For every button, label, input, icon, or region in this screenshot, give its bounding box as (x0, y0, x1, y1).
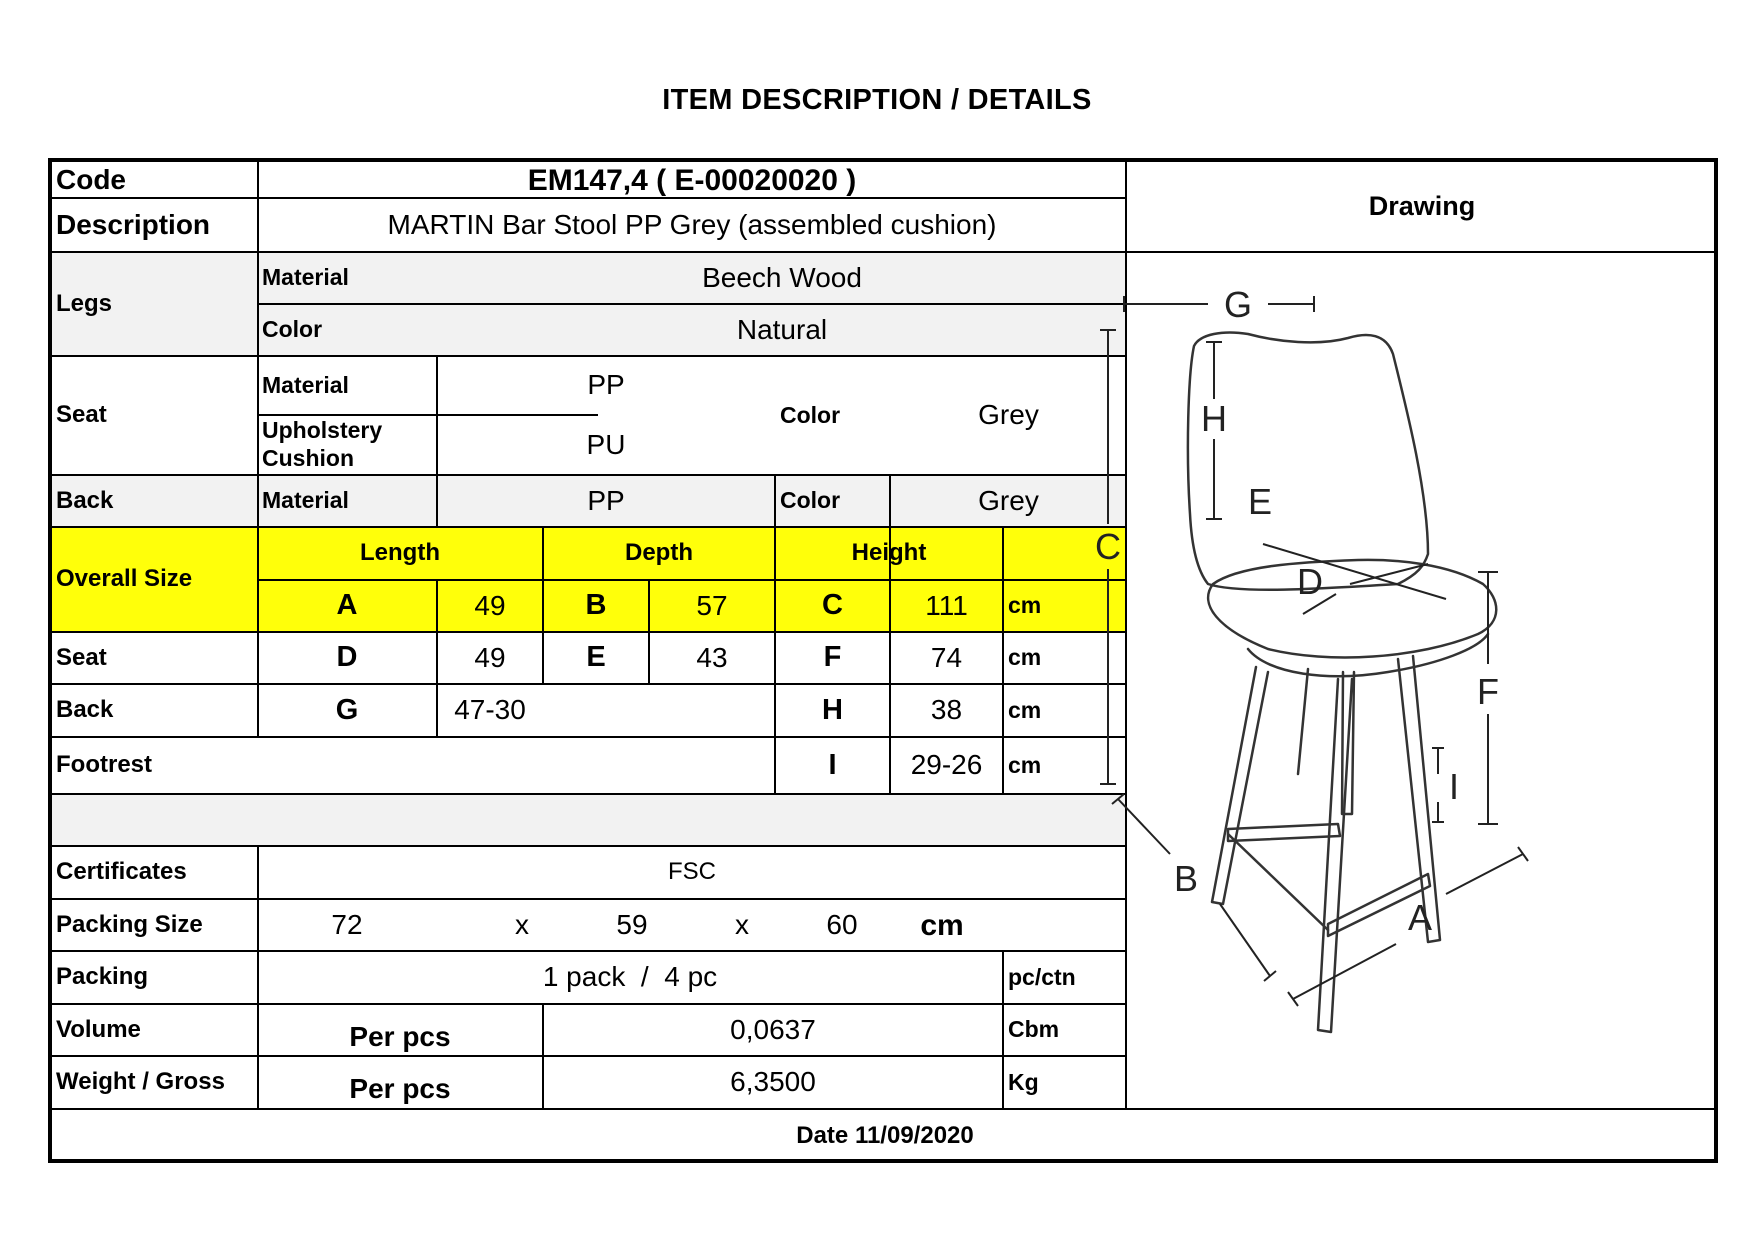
packing-value: 1 pack / 4 pc (542, 961, 718, 993)
leg-front-left (1212, 667, 1268, 904)
dim-g-letter: G (335, 693, 359, 726)
dim-h-value: 38 (930, 694, 963, 726)
back-dims-label: Back (56, 696, 114, 724)
seat-upholstery-value: PU (586, 428, 626, 460)
footrest-bar-front (1228, 824, 1340, 841)
back-label: Back (56, 486, 114, 514)
height-header: Height (851, 538, 927, 566)
volume-value: 0,0637 (730, 1013, 816, 1045)
seat-material-label: Material (262, 371, 349, 398)
spec-sheet-table (48, 158, 1718, 1163)
packing-width: 59 (616, 908, 648, 940)
dim-d-letter: D (336, 641, 358, 674)
dim-i-letter: I (828, 748, 837, 781)
drawing-letter-f: F (1477, 671, 1499, 712)
footrest-bar-left (1228, 834, 1328, 930)
legs-label: Legs (56, 289, 113, 317)
back-color-value: Grey (978, 484, 1039, 516)
dim-c-value: 111 (925, 589, 968, 621)
drawing-letter-d: D (1297, 561, 1323, 602)
weight-value: 6,3500 (730, 1066, 816, 1098)
volume-unit: Cbm (1008, 1016, 1060, 1043)
packing-unit: pc/ctn (1008, 963, 1076, 990)
code-value: EM147,4 ( E-00020020 ) (527, 163, 857, 197)
dim-b-letter: B (585, 589, 607, 622)
legs-color-value: Natural (736, 313, 828, 345)
seat-color-value: Grey (978, 399, 1039, 431)
packing-size-label: Packing Size (56, 910, 203, 938)
seat-material-value: PP (587, 369, 625, 401)
weight-unit: Kg (1008, 1068, 1039, 1095)
seat-base-outline (1248, 634, 1488, 676)
back-color-label: Color (780, 487, 841, 514)
seat-dims-label: Seat (56, 643, 107, 671)
page-title: ITEM DESCRIPTION / DETAILS (662, 84, 1092, 116)
drawing-letter-a: A (1407, 897, 1433, 938)
depth-header: Depth (625, 538, 693, 566)
leg-front-right (1318, 679, 1352, 1032)
certificates-label: Certificates (56, 858, 187, 886)
legs-color-label: Color (262, 316, 323, 343)
packing-x-2: x (735, 908, 749, 940)
volume-per: Per pcs (349, 1020, 451, 1052)
volume-label: Volume (56, 1015, 141, 1043)
dim-f-letter: F (823, 641, 842, 674)
back-material-label: Material (262, 487, 349, 514)
dim-a-letter: A (336, 589, 358, 622)
drawing-letter-i: I (1448, 766, 1460, 807)
drawing-letter-b: B (1173, 858, 1199, 899)
dim-d-value: 49 (474, 641, 506, 673)
packing-length: 72 (331, 908, 363, 940)
dim-f-value: 74 (930, 641, 963, 673)
dim-c-letter: C (822, 589, 843, 622)
dim-e-value: 43 (696, 641, 728, 673)
weight-label: Weight / Gross (56, 1068, 225, 1096)
drawing-header: Drawing (1368, 191, 1476, 222)
legs-material-value: Beech Wood (702, 261, 862, 293)
packing-label: Packing (56, 963, 149, 991)
back-dims-unit: cm (1008, 696, 1042, 723)
overall-unit: cm (1008, 592, 1042, 619)
seat-label: Seat (56, 401, 107, 429)
footrest-unit: cm (1008, 751, 1042, 778)
back-material-value: PP (587, 484, 625, 516)
legs-material-label: Material (262, 264, 349, 291)
packing-x-1: x (515, 908, 529, 940)
packing-height: 60 (826, 908, 858, 940)
dim-g-value: 47-30 (454, 694, 526, 726)
drawing-letter-c: C (1095, 526, 1121, 567)
dim-a-value: 49 (474, 589, 506, 621)
overall-size-label: Overall Size (56, 565, 193, 593)
seat-color-label: Color (780, 401, 841, 428)
code-label: Code (56, 163, 126, 195)
blank-row-bg (52, 794, 1126, 846)
drawing-letter-h: H (1201, 398, 1227, 439)
seat-dims-unit: cm (1008, 644, 1042, 671)
description-value: MARTIN Bar Stool PP Grey (assembled cushion) (387, 208, 997, 240)
footrest-label: Footrest (56, 751, 152, 779)
dim-h-letter: H (822, 693, 843, 726)
packing-size-unit: cm (920, 908, 964, 942)
dim-e-letter: E (586, 641, 606, 674)
seat-upholstery-label: Upholstery Cushion (262, 417, 383, 471)
drawing-letter-e: E (1247, 481, 1273, 522)
bar-stool-drawing (1095, 254, 1716, 1106)
length-header: Length (360, 538, 440, 566)
dim-i-value: 29-26 (910, 749, 983, 781)
dim-b-value: 57 (696, 589, 728, 621)
drawing-letter-g: G (1223, 284, 1253, 325)
backrest-outline (1188, 333, 1428, 590)
seat-cushion-outline (1208, 560, 1496, 658)
date-footer: Date 11/09/2020 (796, 1122, 974, 1150)
description-label: Description (56, 208, 211, 240)
leg-back-left (1298, 669, 1308, 774)
weight-per: Per pcs (349, 1073, 451, 1105)
certificates-value: FSC (668, 858, 716, 886)
